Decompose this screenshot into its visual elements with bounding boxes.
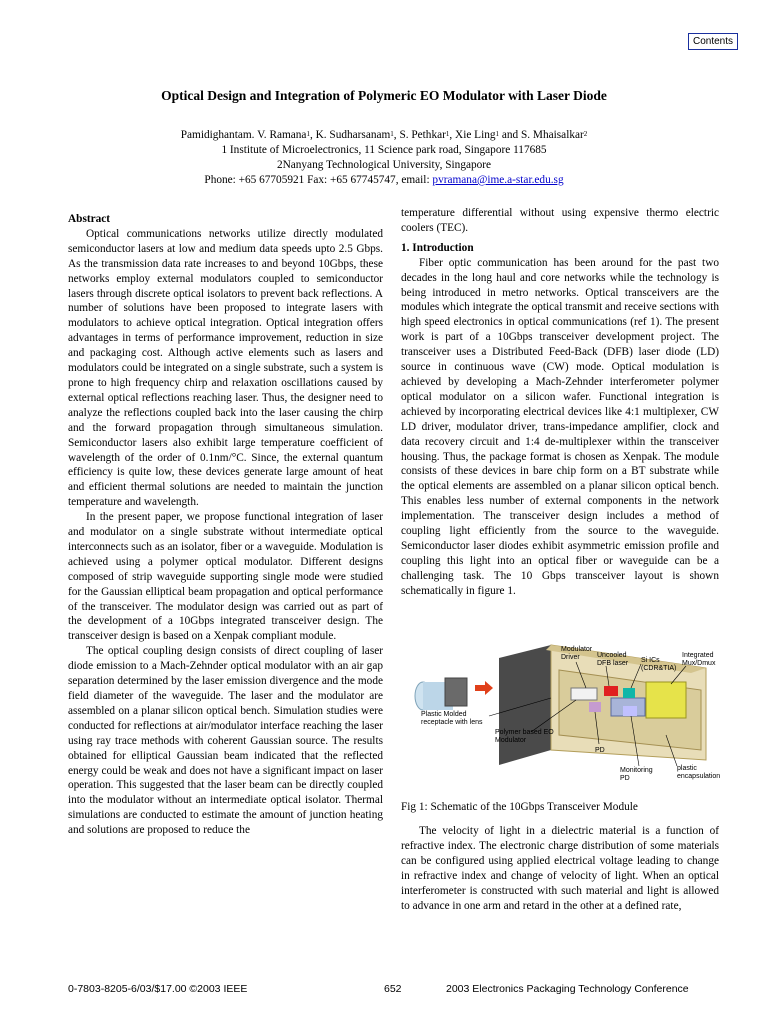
pd-chip xyxy=(589,702,601,712)
si-ic-chip xyxy=(623,688,635,698)
contents-button[interactable]: Contents xyxy=(688,33,738,50)
affiliation-2: 2Nanyang Technological University, Singapore xyxy=(276,159,492,171)
footer-isbn: 0-7803-8205-6/03/$17.00 ©2003 IEEE xyxy=(68,983,248,995)
eo-modulator xyxy=(571,688,597,700)
label-polymer-modulator: Polymer based EO Modulator xyxy=(495,729,554,744)
abstract-paragraph-1: Optical communications networks utilize directly modulated semiconductor lasers at low and medium data speeds upto 2.5 Gbps. As the transmission data rate increases to and beyond 10Gbps, these networks employ external modulators coupled to semiconductor lasers through discrete optical isolators to prevent back reflections. A number of solutions have been proposed to integrate lasers with modulators to achieve optical integration. Optical integration offers advantages in terms of performance improvement, reduction in size and packaging cost. Although active elements such as lasers and modulators could be integrated on a single substrate, such a system is prone to high frequency chirp and relaxation oscillations caused by external optical reflections reaching laser. Thus, the designer need to analyze the reflections coupled back into the laser causing the chirp and the forward propagation through simultaneous simulation. Semiconductor lasers also exhibit large temperature coefficient of wavelength of the order of 0.1nm/°C. Since, the external quantum efficiency is quite low, these devices generate large amount of heat and efficient thermal solutions are needed to maintain the junction temperature and wavelength. xyxy=(68,227,383,509)
right-column-top xyxy=(401,206,719,599)
intro-paragraph-1: Fiber optic communication has been around for the past two decades in the long haul and core networks while the technology is being introduced in metro networks. Optical transceivers are the modules which integrate the optical transmit and receive sections with high speed electronics in optical communications (ref 1). The present work is part of a 10Gbps transceiver development project. The transceiver uses a Distributed Feed-Back (DFB) laser diode (LD) source in continuous wave (CW) mode. Optical modulation is achieved by developing a Mach-Zehnder interferometer polymer optical modulator on a silicon wafer. Functional integration is achieved by incorporating electrical devices like 4:1 multiplexer, CW LD driver, modulator driver, trans-impedance amplifier, clock and data recovery circuit and 1:4 de-multiplexer within the transceiver housing. Thus, the package format is chosen as Xenpak. The module consists of these devices in bare chip form on a BT substrate while the optical elements are assembled on a planar silicon optical bench. This enables less number of external components in the network implementation. The transceiver design includes a method of coupling light efficiently from the source to the waveguide. Semiconductor laser diodes exhibit asymmetric emission profile and coupling this light into an optical fiber or waveguide can be a challenging task. The 10 Gbps transceiver layout is shown schematically in figure 1. xyxy=(401,256,719,597)
abstract-heading: Abstract xyxy=(68,213,111,225)
introduction-heading: 1. Introduction xyxy=(401,241,474,254)
abstract-paragraph-3: The optical coupling design consists of direct coupling of laser diode emission to a Mach-Zehnder optical modulator with an air gap separation determined by the laser emission divergence and the mode field diameter of the waveguide. The laser and the modulator are assembled on a planar silicon optical bench. Simulation studies were conducted for reflections at air/modulator interface reaching the laser using ray trace methods with coherent Gaussian source. The results obtained for elliptical Gaussian beam indicated that the reflected energy could be weak and does not have a significant impact on laser operation. This suggested that the laser beam can be directly coupled into the modulator without an intermediate optical isolator. Thermal simulations are conducted to estimate the amount of junction heating and solutions are proposed to reduce the xyxy=(68,645,383,837)
arrow-icon xyxy=(475,681,493,695)
affiliation-1: 1 Institute of Microelectronics, 11 Science park road, Singapore 117685 xyxy=(221,144,547,156)
label-plastic-encapsulation: plastic encapsulation xyxy=(677,765,721,780)
figure-caption: Fig 1: Schematic of the 10Gbps Transceiver Module xyxy=(401,801,638,813)
dfb-laser xyxy=(604,686,618,696)
label-modulator-driver: Modulator Driver xyxy=(561,646,593,661)
label-si-ics: Si ICs (CDR&TIA) xyxy=(641,657,677,672)
transceiver-schematic-figure xyxy=(401,640,731,790)
label-pd: PD xyxy=(595,747,605,754)
abstract-continuation: temperature differential without using expensive thermo electric coolers (TEC). xyxy=(401,207,719,234)
label-plastic-molded: Plastic Molded receptacle with lens xyxy=(421,711,483,726)
module-front-face xyxy=(499,645,551,765)
author-names: Pamidighantam. V. Ramana$^1$, K. Sudharsanam$^1$, S. Pethkar$^1$, Xie Ling$^1$ and S. Mhaisalkar$^2$ xyxy=(180,129,588,141)
label-uncooled-dfb: Uncooled DFB laser xyxy=(597,652,629,667)
paper-title: Optical Design and Integration of Polymeric EO Modulator with Laser Diode xyxy=(161,88,607,103)
label-integrated-mux: Integrated Mux/Dmux xyxy=(682,652,716,667)
author-block xyxy=(0,128,768,188)
monitoring-pd-chip xyxy=(623,706,637,716)
abstract-paragraph-2: In the present paper, we propose functional integration of laser and modulator on a single substrate without intermediate optical interconnects such as an isolator, fiber or a waveguide. Modulation is achieved using a polymer optical modulator. Different designs composed of strip waveguide supporting single mode were studied for the Gaussian elliptical beam propagation and optical performance of the transceiver. The modulator design was carried out as part of the development of a 10Gbps integrated transceiver design. The transceiver design is based on a Xenpak compliant module. xyxy=(68,511,383,643)
email-link[interactable]: pvramana@ime.a-star.edu.sg xyxy=(432,174,564,186)
footer-conference: 2003 Electronics Packaging Technology Conference xyxy=(446,983,689,995)
receptacle-block xyxy=(445,678,467,706)
left-column xyxy=(68,212,383,838)
intro-paragraph-2: The velocity of light in a dielectric material is a function of refractive index. The electronic charge distribution of some materials can be configured using applied electrical voltage leading to change in refractive index and change of velocity of light. When an optical interferometer is constructed with such material and light is allowed to advance in one arm and retard in the other at a defined rate, xyxy=(401,825,719,912)
label-monitoring-pd: Monitoring PD xyxy=(620,767,653,782)
mux-chip xyxy=(646,682,686,718)
right-column-bottom xyxy=(401,824,719,913)
footer-page-number: 652 xyxy=(384,983,402,995)
contact-line: Phone: +65 67705921 Fax: +65 67745747, email: pvramana@ime.a-star.edu.sg xyxy=(204,174,564,186)
